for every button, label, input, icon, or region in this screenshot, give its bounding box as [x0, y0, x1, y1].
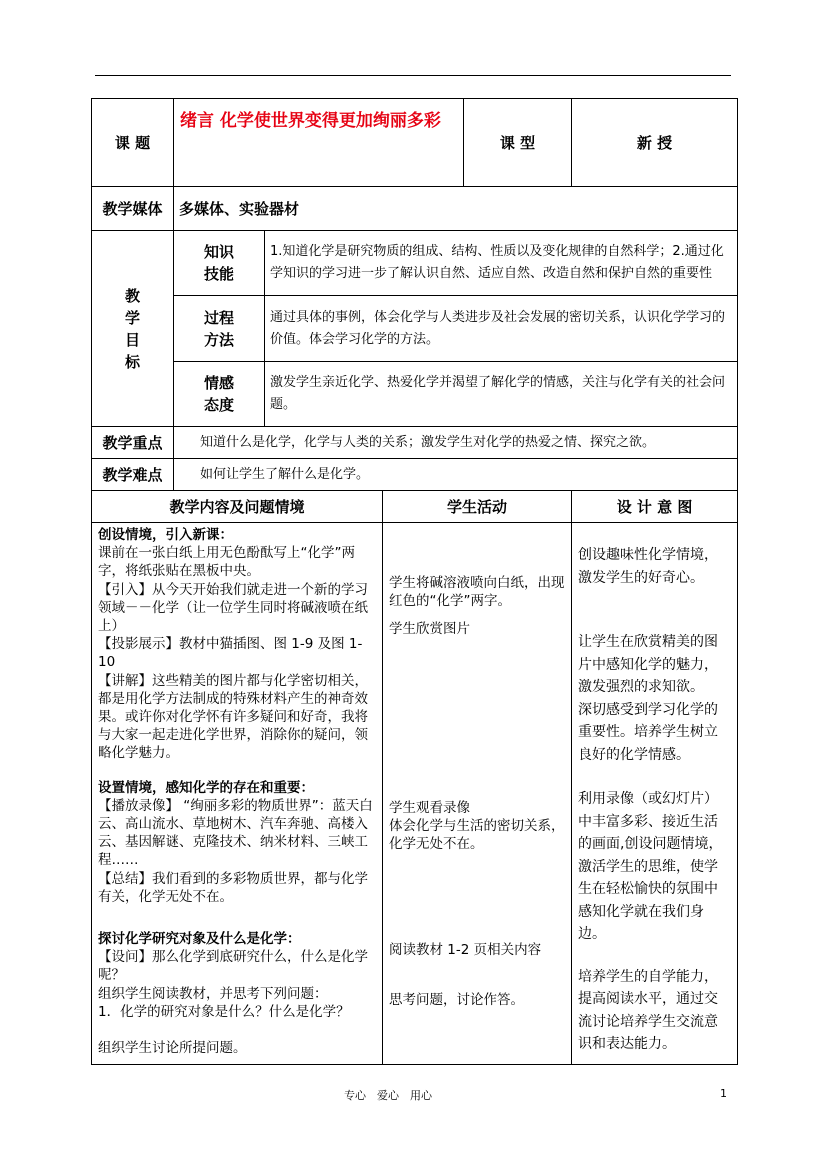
- activity-line: 思考问题，讨论作答。: [389, 992, 524, 1009]
- intent-line: 培养学生的自学能力，提高阅读水平，通过交流讨论培养学生交流意识和表达能力。: [578, 968, 719, 1052]
- course-label: 课 题: [92, 99, 174, 187]
- objective-text-knowledge: 1.知道化学是研究物质的组成、结构、性质以及变化规律的自然科学；2.通过化学知识的学习进一步了解认识自然、适应自然、改造自然和保护自然的重要性: [265, 231, 738, 296]
- media-value: 多媒体、实验器材: [174, 187, 738, 231]
- design-intent: [572, 523, 738, 1065]
- teaching-content: [92, 523, 383, 1065]
- content-line: 【投影展示】教材中猫插图、图 1-9 及图 1-10: [98, 636, 363, 671]
- header-rule: [95, 75, 731, 76]
- objective-label-process: 过程方法: [174, 296, 265, 362]
- col-header-activity: 学生活动: [383, 491, 572, 523]
- content-line: 1．化学的研究对象是什么？什么是化学？: [98, 1003, 350, 1020]
- intent-line: 深切感受到学习化学的重要性。培养学生树立良好的化学情感。: [578, 701, 719, 763]
- key-point-text: 知道什么是化学，化学与人类的关系；激发学生对化学的热爱之情、探究之欲。: [174, 427, 738, 459]
- type-label: 课 型: [464, 99, 572, 187]
- content-line: 【引入】从今天开始我们就走进一个新的学习领域－－化学（让一位学生同时将碱液喷在纸上）: [98, 581, 368, 635]
- activity-line: 体会化学与生活的密切关系，化学无处不在。: [389, 817, 565, 853]
- col-header-content: 教学内容及问题情境: [92, 491, 383, 523]
- intent-line: 利用录像（或幻灯片）中丰富多彩、接近生活的画面,创设问题情境，激活学生的思维，使学生在轻松愉快的氛围中感知化学就在我们身边。: [578, 791, 723, 942]
- content-line: 【播放录像】 “绚丽多彩的物质世界”：蓝天白云、高山流水、草地树木、汽车奔驰、高楼入云、基因解谜、克隆技术、纳米材料、三峡工程……: [98, 797, 373, 869]
- objective-text-process: 通过具体的事例，体会化学与人类进步及社会发展的密切关系，认识化学学习的价值。体会学习化学的方法。: [265, 296, 738, 362]
- footer-motto: 专心 爱心 用心: [344, 1089, 432, 1102]
- objectives-label: 教学目标: [92, 231, 174, 427]
- activity-line: 学生将碱溶液喷向白纸，出现红色的“化学”两字。: [389, 575, 565, 610]
- activity-line: 学生观看录像: [389, 799, 470, 816]
- content-line: 课前在一张白纸上用无色酚酞写上“化学”两字，将纸张贴在黑板中央。: [98, 545, 355, 580]
- media-label: 教学媒体: [92, 187, 174, 231]
- content-line: 组织学生讨论所提问题。: [98, 1040, 247, 1057]
- content-line: 组织学生阅读教材，并思考下列问题：: [98, 985, 328, 1002]
- difficulty-text: 如何让学生了解什么是化学。: [174, 459, 738, 491]
- content-line: 【讲解】这些精美的图片都与化学密切相关，都是用化学方法制成的特殊材料产生的神奇效果。或许你对化学怀有许多疑问和好奇，我将与大家一起走进化学世界，消除你的疑问，领略化学魅力。: [98, 672, 368, 762]
- activity-line: 阅读教材 1-2 页相关内容: [389, 942, 542, 959]
- objective-label-knowledge: 知识技能: [174, 231, 265, 296]
- section-heading: 设置情境，感知化学的存在和重要：: [98, 779, 314, 796]
- objective-label-attitude: 情感态度: [174, 362, 265, 427]
- type-value: 新 授: [572, 99, 738, 187]
- section-heading: 探讨化学研究对象及什么是化学：: [98, 931, 301, 948]
- student-activities: [383, 523, 572, 1065]
- content-line: 【总结】我们看到的多彩物质世界，都与化学有关，化学无处不在。: [98, 870, 368, 905]
- col-header-intent: 设 计 意 图: [572, 491, 738, 523]
- objective-text-attitude: 激发学生亲近化学、热爱化学并渴望了解化学的情感，关注与化学有关的社会问题。: [265, 362, 738, 427]
- lesson-title: 绪言 化学使世界变得更加绚丽多彩: [174, 99, 464, 187]
- page-number: 1: [720, 1087, 727, 1100]
- intent-line: 创设趣味性化学情境，激发学生的好奇心。: [578, 547, 719, 586]
- lesson-plan-table: [91, 98, 738, 1065]
- activity-line: 学生欣赏图片: [389, 621, 470, 638]
- intent-line: 让学生在欣赏精美的图片中感知化学的魅力，激发强烈的求知欲。: [578, 634, 719, 695]
- section-heading: 创设情境，引入新课：: [98, 527, 233, 543]
- key-point-label: 教学重点: [92, 427, 174, 459]
- content-line: 【设问】那么化学到底研究什么，什么是化学呢？: [98, 949, 368, 984]
- difficulty-label: 教学难点: [92, 459, 174, 491]
